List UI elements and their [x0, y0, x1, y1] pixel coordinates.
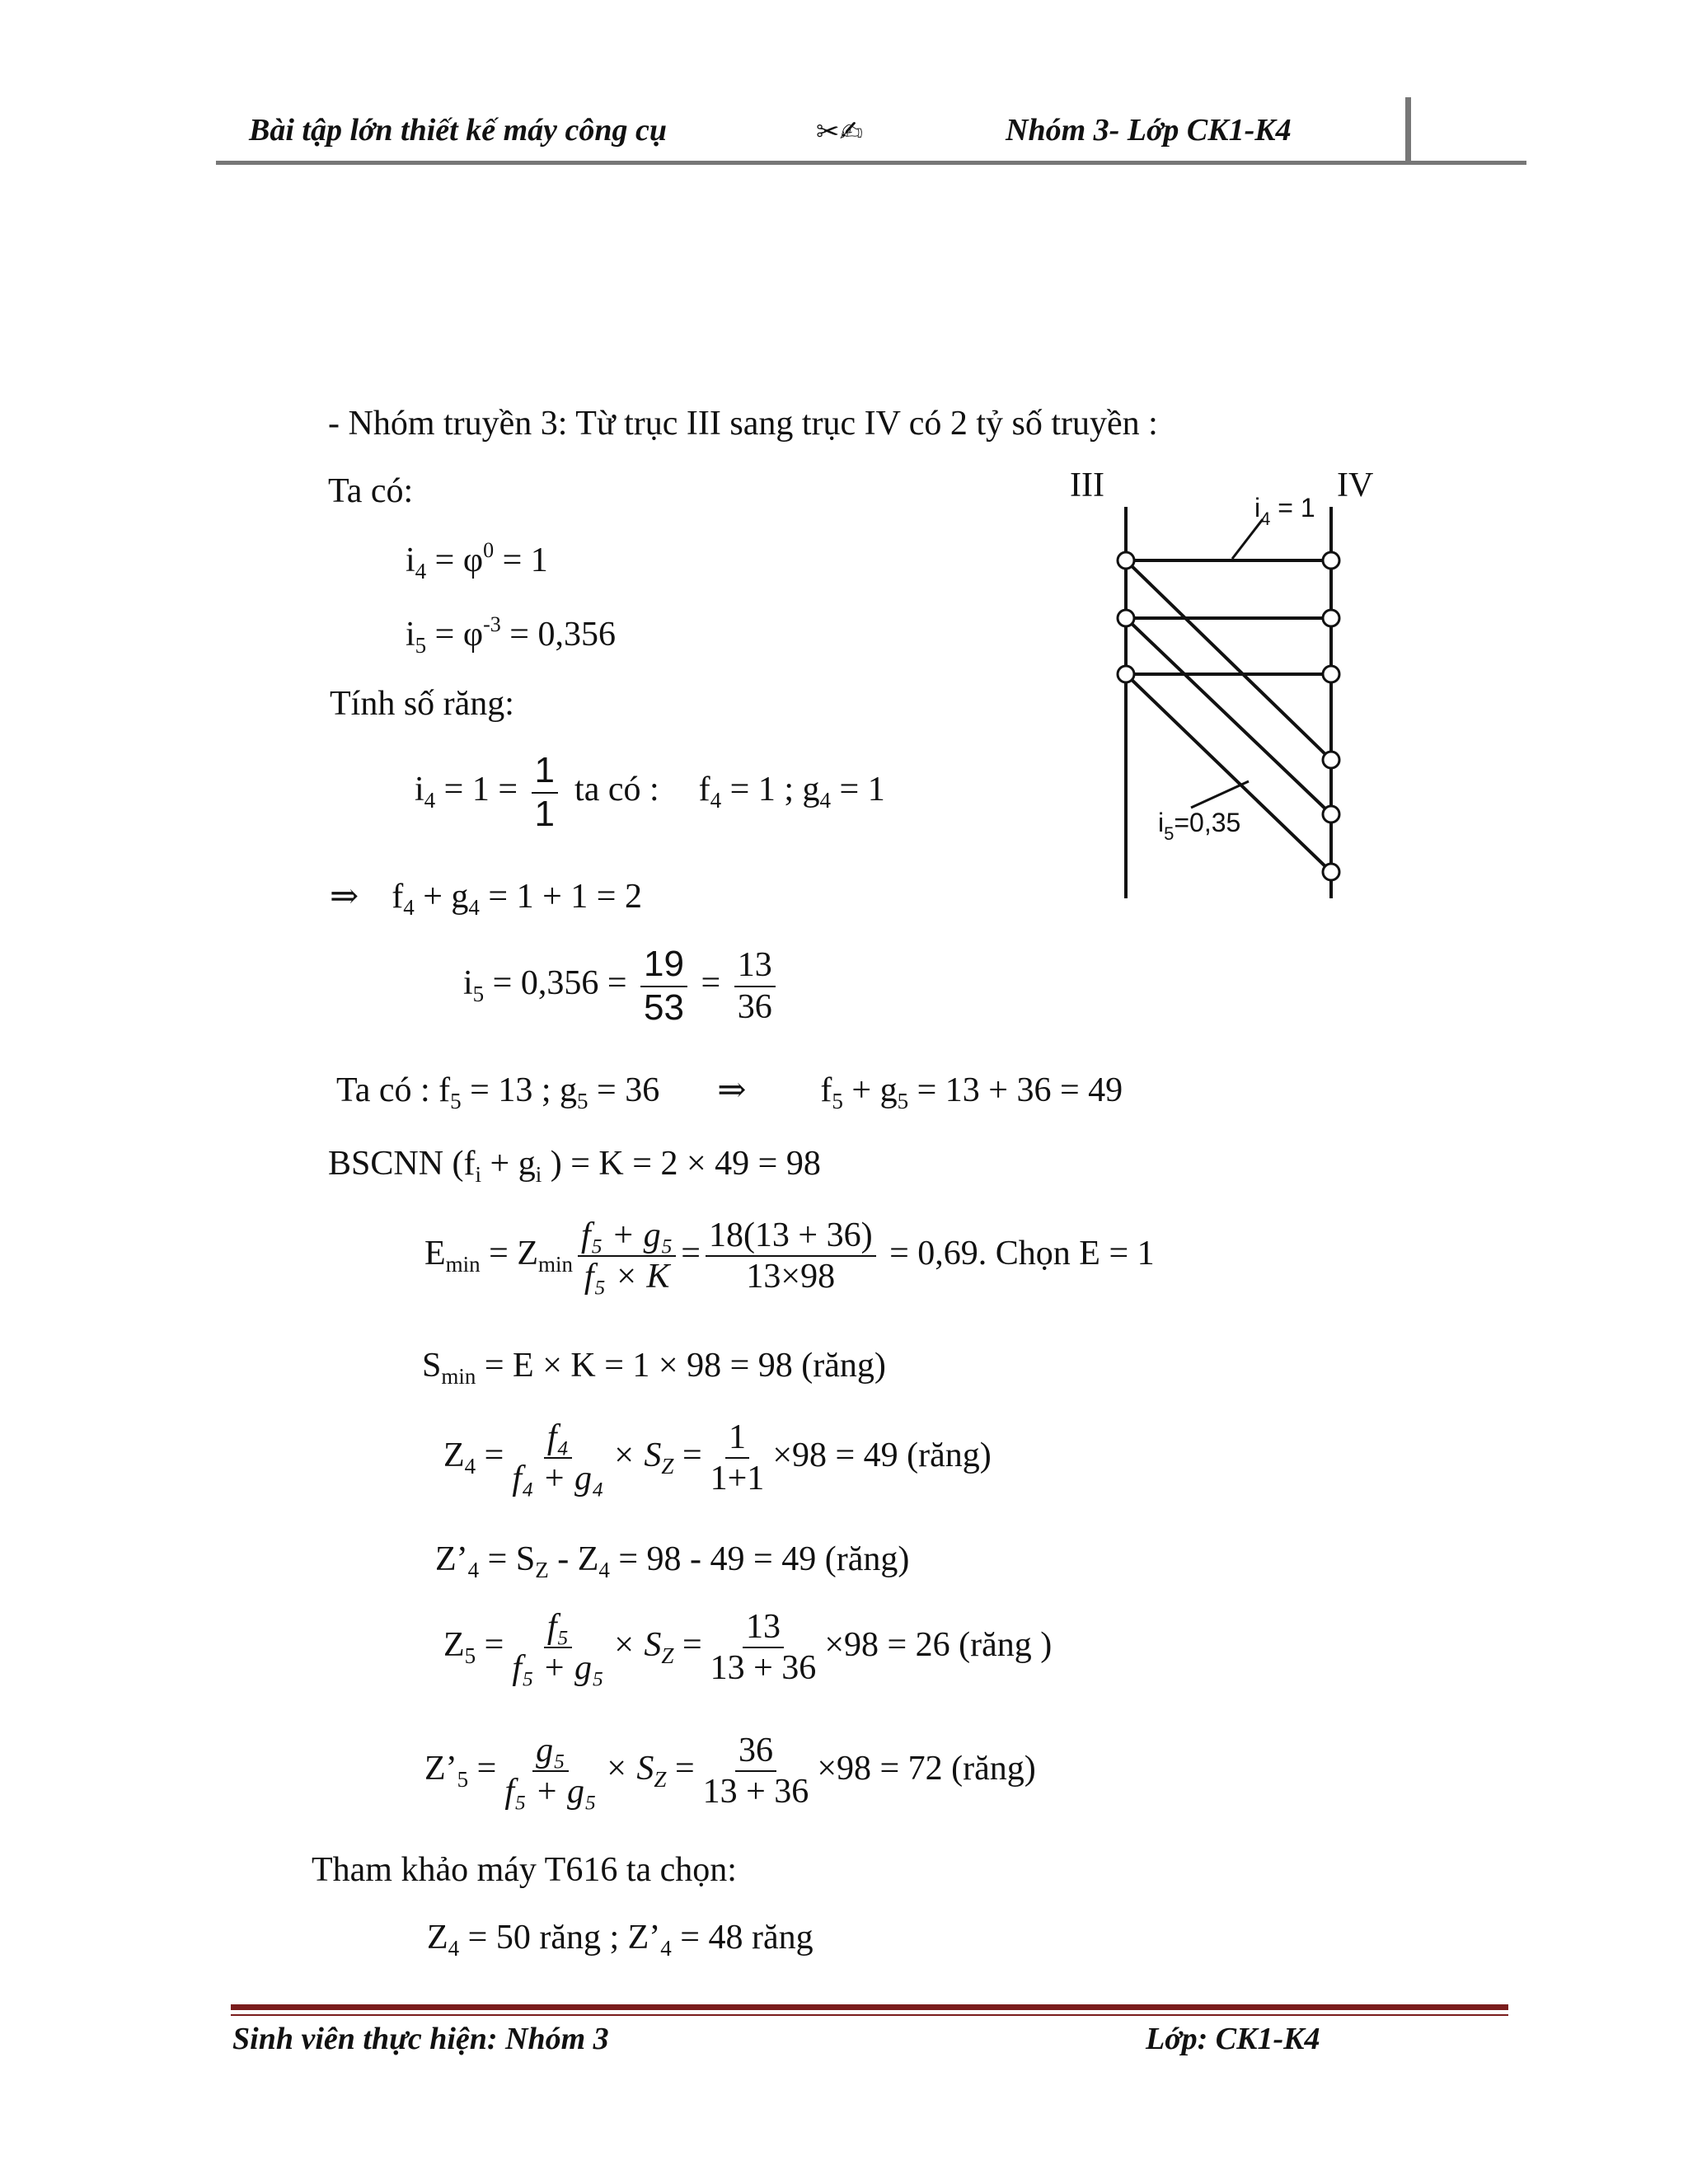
f5-g5-line: Ta có : $f_5 = 13$ ; $g_5 = 36$ ⇒ $f_5 + g_5 = 13 + 36 = 49$ — [336, 1071, 1123, 1113]
z5-prime-line: $Z’_5$ = $\frac{\text{g₅}}{\text{f₅ + g₅}}$ × $S_Z$ = $\frac{36}{13 + 36}$ ×98 = 72 (răng) — [424, 1732, 1036, 1811]
z5-line: $Z_5$ = $\frac{\text{f₅}}{\text{f₅ + g₅}}$ × $S_Z$ = $\frac{13}{13 + 36}$ ×98 = 26 (răng ) — [443, 1608, 1053, 1688]
gear-node — [1323, 806, 1339, 823]
header-vertical-bar — [1405, 97, 1411, 163]
z4-line: $Z_4$ = $\frac{\text{f₄}}{\text{f₄ + g₄}}$ × $S_Z$ = $\frac{1}{1+1}$ ×98 = 49 (răng) — [443, 1418, 992, 1498]
header-title: Bài tập lớn thiết kế máy công cụ — [249, 113, 668, 148]
z4-prime-line: $Z’_4 = S_Z - Z_4 = 98 - 49 = 49$ (răng) — [435, 1540, 910, 1582]
gear-pair-line — [1126, 560, 1331, 760]
ta-co-label: Ta có: — [328, 472, 414, 510]
ratio-i5-line: $i_5 = \varphi^{-3} = 0,356$ — [406, 612, 616, 658]
i5-fraction-line: $i_5 = 0,356$ = $\frac{19}{53}$ = $\frac{13}{36}$ — [463, 944, 781, 1029]
gear-node — [1323, 610, 1339, 626]
reference-machine-line: Tham khảo máy T616 ta chọn: — [312, 1851, 737, 1889]
tooth-count-heading: Tính số răng: — [330, 685, 514, 723]
gear-node — [1323, 552, 1339, 569]
shaft-iii-label: III — [1070, 466, 1104, 504]
gear-node — [1323, 864, 1339, 880]
ratio-i4-line: $i_4 = \varphi^0 = 1$ — [406, 538, 548, 583]
i5-diagram-label: $i_5=0,35$ — [1158, 808, 1241, 844]
gear-node — [1118, 610, 1134, 626]
header-group-class: Nhóm 3- Lớp CK1-K4 — [1006, 113, 1292, 148]
i4-fraction-line: $i_4 = 1$ = $\frac{1}{1}$ ta có : $f_4 = 1$ ; $g_4 = 1$ — [415, 750, 885, 834]
i4-diagram-label: $i_4 = 1$ — [1254, 493, 1315, 529]
header-ornament-icon: ✂✍ — [816, 116, 863, 148]
gear-pair-line — [1126, 618, 1331, 814]
section-intro: - Nhóm truyền 3: Từ trục III sang trục IV có 2 tỷ số truyền : — [328, 405, 1158, 443]
i5-leader-line — [1191, 781, 1249, 808]
bscnn-line: BSCNN ($f_i + g_i$ ) = K = 2 × 49 = 98 — [328, 1145, 821, 1187]
gear-node — [1323, 666, 1339, 682]
shaft-iv-label: IV — [1337, 466, 1374, 504]
gear-node — [1118, 552, 1134, 569]
footer-rule-thick — [231, 2004, 1508, 2010]
footer-student: Sinh viên thực hiện: Nhóm 3 — [232, 2022, 609, 2056]
emin-line: $E_{min} = Z_{min}$ $\frac{\text{f₅ + g₅}}{\text{f₅ × K}}$ = $\frac{18(13 + 36)}{13\times 98}$ = 0,69. Chọn E = 1 — [424, 1216, 1155, 1296]
gear-node — [1323, 752, 1339, 768]
smin-line: $S_{min} = E \times K = 1 \times 98 = 98$ (răng) — [422, 1347, 886, 1389]
header-rule — [216, 161, 1526, 165]
footer-rule-thin — [231, 2014, 1508, 2016]
sum-f4-g4-line: ⇒ $f_4 + g_4 = 1 + 1 = 2$ — [330, 878, 642, 920]
footer-class: Lớp: CK1-K4 — [1146, 2022, 1320, 2056]
gear-node — [1118, 666, 1134, 682]
chosen-z4-line: $Z_4 = 50$ răng ; $Z’_4 = 48$ răng — [427, 1919, 814, 1961]
